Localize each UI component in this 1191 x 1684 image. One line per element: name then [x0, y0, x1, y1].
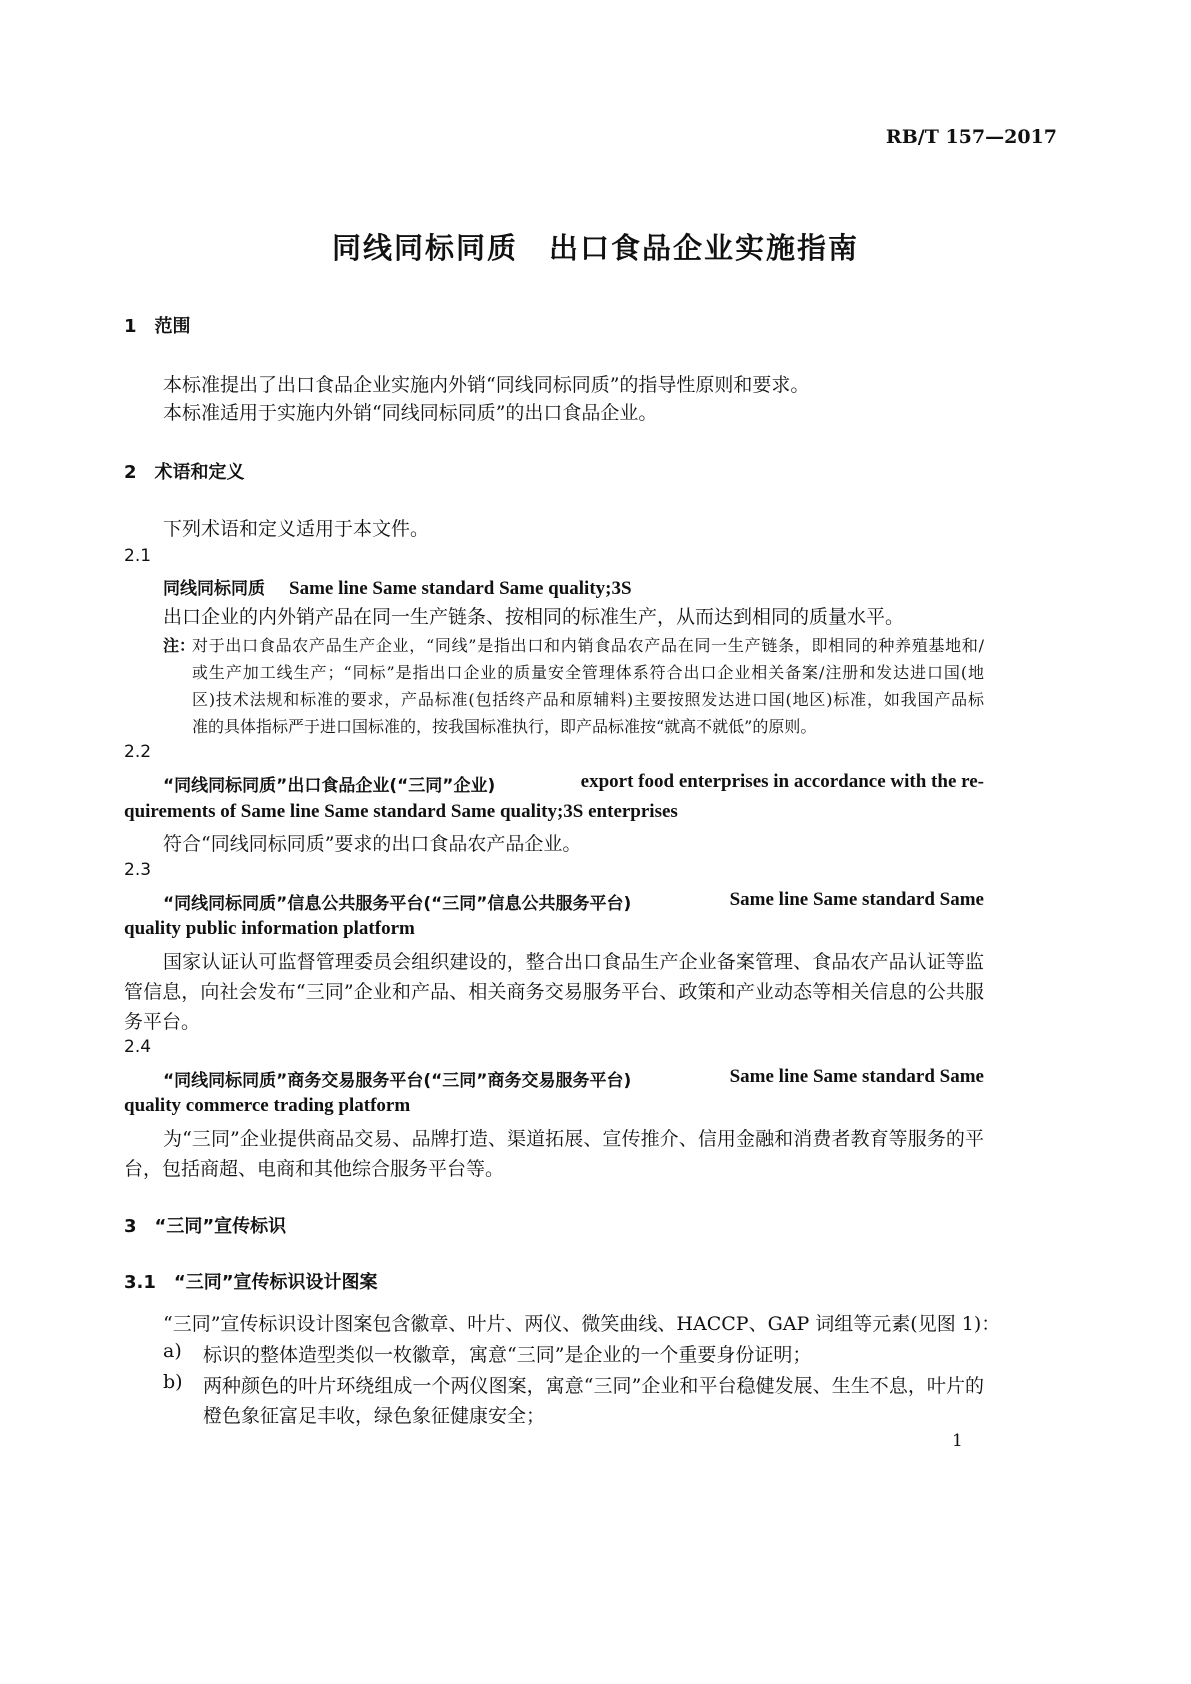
term-cn: 同线同标同质: [163, 579, 265, 599]
term-cn: “同线同标同质”出口食品企业(“三同”企业): [163, 776, 496, 796]
term-en-part-1: Same line Same standard Same: [729, 1066, 984, 1087]
list-item-b-text-line-1: 两种颜色的叶片环绕组成一个两仪图案，寓意“三同”企业和平台稳健发展、生生不息，叶片的: [203, 1375, 984, 1397]
term-cn: “同线同标同质”商务交易服务平台(“三同”商务交易服务平台): [163, 1071, 632, 1091]
standard-number: RB/T 157—2017: [885, 126, 1057, 148]
term-en-part-2: quirements of Same line Same standard Same quality;3S enterprises: [124, 801, 678, 822]
term-en-part-1: export food enterprises in accordance with the re-: [580, 771, 984, 792]
clause-2-3-number: 2.3: [124, 860, 152, 880]
clause-2-1-definition: 出口企业的内外销产品在同一生产链条、按相同的标准生产，从而达到相同的质量水平。: [163, 606, 905, 628]
sec3-paragraph-1: “三同”宣传标识设计图案包含徽章、叶片、两仪、微笑曲线、HACCP、GAP 词组等元素(见图 1)：: [163, 1313, 1001, 1335]
clause-2-2-definition: 符合“同线同标同质”要求的出口食品农产品企业。: [163, 833, 582, 855]
note-line-2: 或生产加工线生产；“同标”是指出口企业的质量安全管理体系符合出口企业相关备案/注册和发达进口国(地: [192, 663, 984, 682]
sec2-intro: 下列术语和定义适用于本文件。: [163, 518, 430, 540]
clause-2-2-term-line-1: [163, 771, 984, 796]
section-3-heading: 3 “三同”宣传标识: [124, 1216, 287, 1237]
clause-2-3-definition-line-2: 管信息，向社会发布“三同”企业和产品、相关商务交易服务平台、政策和产业动态等相关信息的公共服: [124, 981, 984, 1003]
term-en: Same line Same standard Same quality;3S: [289, 578, 632, 599]
document-title: 同线同标同质 出口食品企业实施指南: [331, 231, 859, 265]
note-label: 注：: [163, 636, 196, 655]
list-item-b-label: b): [163, 1371, 183, 1393]
section-1-heading: 1 范围: [124, 316, 191, 337]
page-number: 1: [952, 1431, 963, 1451]
list-item-a-text: 标识的整体造型类似一枚徽章，寓意“三同”是企业的一个重要身份证明；: [203, 1344, 812, 1366]
sec1-paragraph-2: 本标准适用于实施内外销“同线同标同质”的出口食品企业。: [163, 402, 658, 424]
clause-2-3-definition-line-3: 务平台。: [124, 1011, 201, 1033]
sec1-paragraph-1: 本标准提出了出口食品企业实施内外销“同线同标同质”的指导性原则和要求。: [163, 374, 810, 396]
clause-2-3-term-line-1: [163, 889, 984, 914]
note-line-4: 准的具体指标严于进口国标准的，按我国标准执行，即产品标准按“就高不就低”的原则。: [192, 717, 817, 736]
note-line-3: 区)技术法规和标准的要求，产品标准(包括终产品和原辅料)主要按照发达进口国(地区)标准，如我国产品标: [192, 690, 984, 709]
term-en-part-1: Same line Same standard Same: [729, 889, 984, 910]
list-item-b-text-line-2: 橙色象征富足丰收，绿色象征健康安全；: [203, 1405, 546, 1427]
clause-2-4-definition-line-2: 台，包括商超、电商和其他综合服务平台等。: [124, 1158, 505, 1180]
clause-2-4-term-line-1: [163, 1066, 984, 1091]
section-3-1-heading: 3.1 “三同”宣传标识设计图案: [124, 1272, 378, 1293]
clause-2-1-number: 2.1: [124, 546, 152, 566]
clause-2-2-number: 2.2: [124, 742, 152, 762]
clause-2-3-definition-line-1: 国家认证认可监督管理委员会组织建设的，整合出口食品生产企业备案管理、食品农产品认证等监: [163, 951, 984, 973]
list-item-a-label: a): [163, 1340, 182, 1362]
clause-2-4-number: 2.4: [124, 1037, 152, 1057]
term-en-part-2: quality public information platform: [124, 918, 415, 939]
term-cn: “同线同标同质”信息公共服务平台(“三同”信息公共服务平台): [163, 894, 632, 914]
clause-2-1-term: [163, 574, 632, 600]
term-en-part-2: quality commerce trading platform: [124, 1095, 411, 1116]
clause-2-4-definition-line-1: 为“三同”企业提供商品交易、品牌打造、渠道拓展、宣传推介、信用金融和消费者教育等服务的平: [163, 1128, 984, 1150]
note-line-1: 对于出口食品农产品生产企业，“同线”是指出口和内销食品农产品在同一生产链条，即相同的种养殖基地和/: [192, 636, 984, 655]
section-2-heading: 2 术语和定义: [124, 462, 245, 483]
